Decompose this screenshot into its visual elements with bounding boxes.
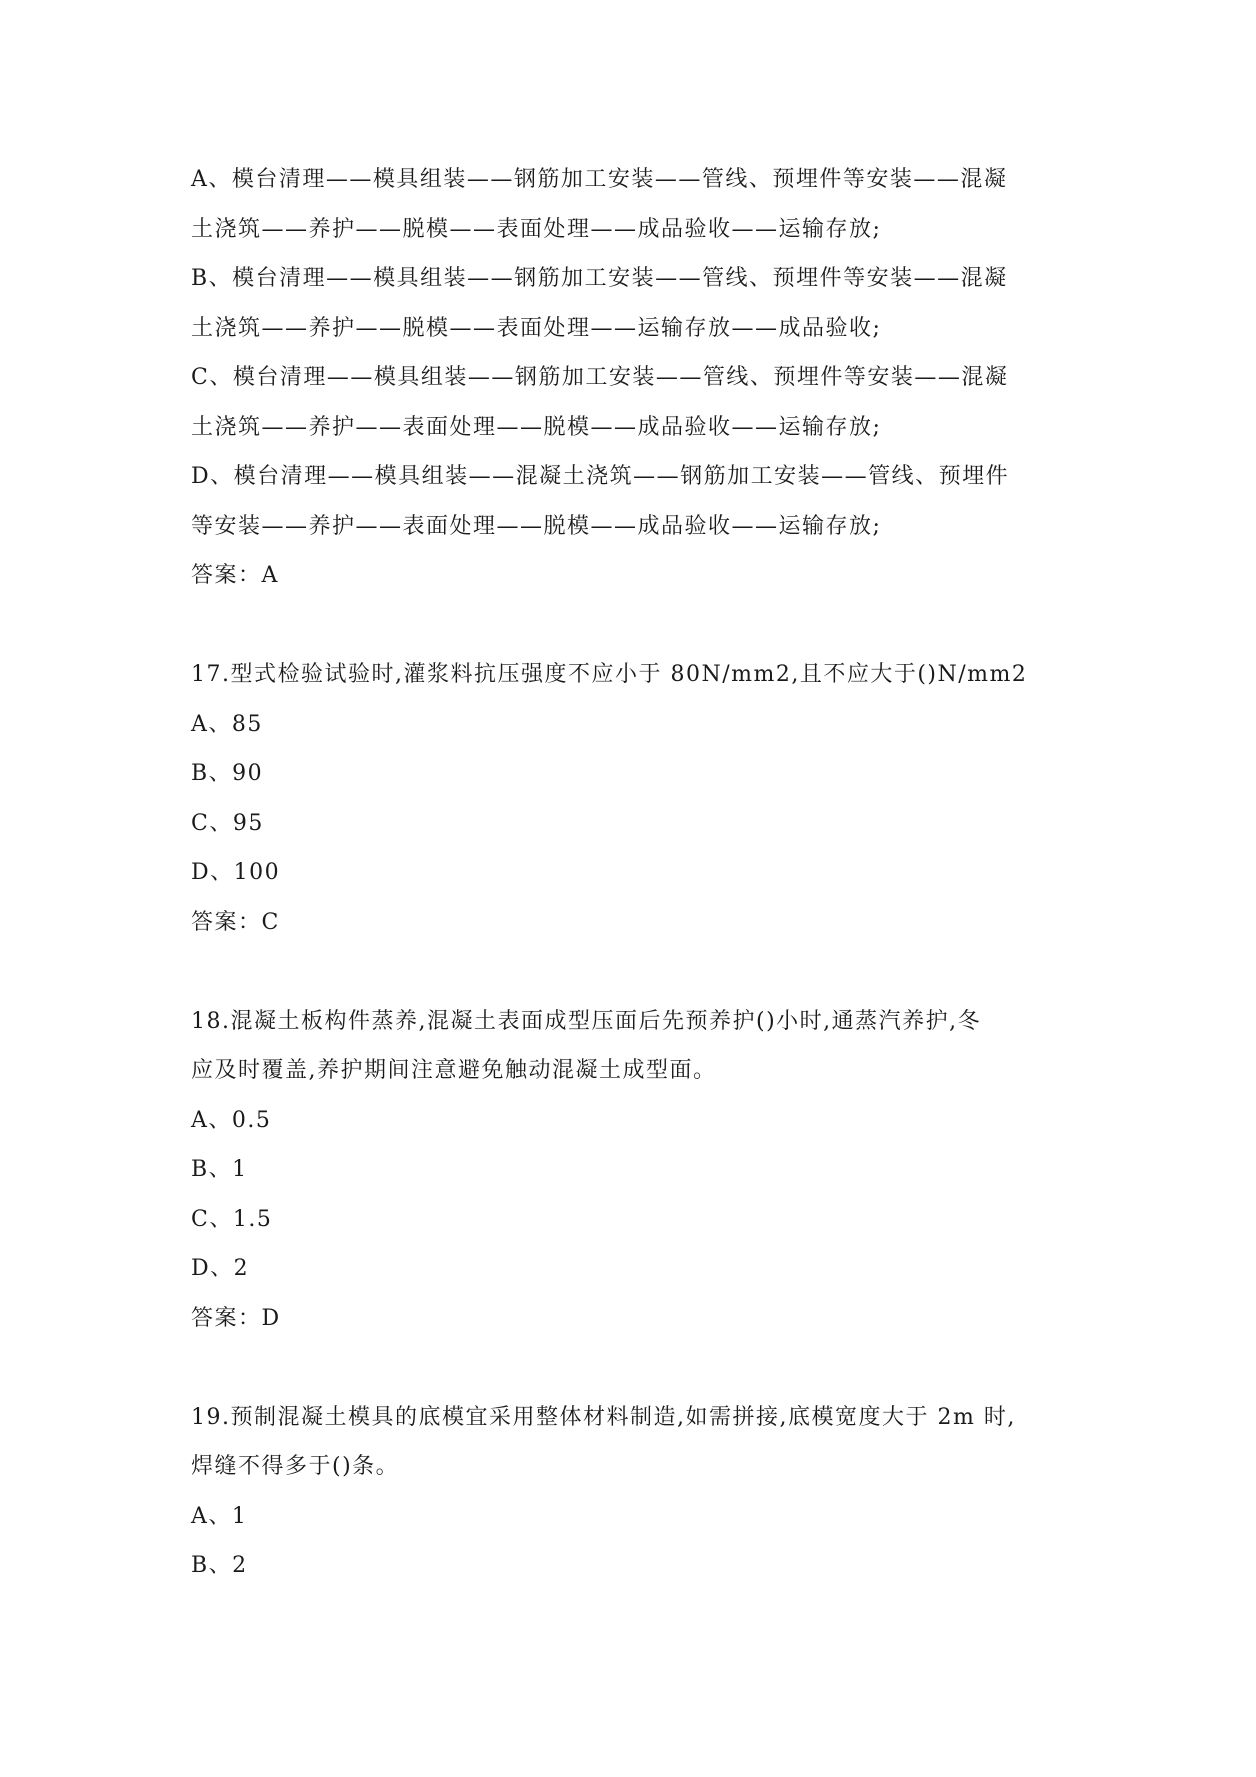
spacer: [191, 601, 1071, 651]
q17-stem: 17.型式检验试验时,灌浆料抗压强度不应小于 80N/mm2,且不应大于()N/mm2: [191, 662, 1028, 687]
spacer: [191, 947, 1071, 997]
q17-option-d: D、100: [191, 860, 281, 885]
question-18: [191, 997, 1071, 1344]
q16-option-d-line-1: D、模台清理——模具组装——混凝土浇筑——钢筋加工安装——管线、预埋件: [191, 464, 1010, 489]
q17-option-c: C、95: [191, 810, 264, 836]
q16-option-d-line-2: 等安装——养护——表面处理——脱模——成品验收——运输存放;: [191, 513, 882, 539]
q19-stem-line-2: 焊缝不得多于()条。: [191, 1454, 400, 1479]
q17-option-b: B、90: [191, 761, 264, 786]
q16-answer: 答案：A: [191, 563, 279, 588]
q19-option-a: A、1: [191, 1503, 248, 1529]
q16-option-b-line-1: B、模台清理——模具组装——钢筋加工安装——管线、预埋件等安装——混凝: [191, 266, 1008, 291]
q16-option-b-line-2: 土浇筑——养护——脱模——表面处理——运输存放——成品验收;: [191, 315, 882, 341]
q16-option-a-line-1: A、模台清理——模具组装——钢筋加工安装——管线、预埋件等安装——混凝: [191, 167, 1008, 192]
question-19: [191, 1393, 1071, 1591]
q16-option-c-line-1: C、模台清理——模具组装——钢筋加工安装——管线、预埋件等安装——混凝: [191, 365, 1009, 390]
q18-option-a: A、0.5: [191, 1107, 272, 1133]
page-content: [191, 155, 1071, 1591]
q18-option-d: D、2: [191, 1256, 250, 1281]
q16-option-c-line-2: 土浇筑——养护——表面处理——脱模——成品验收——运输存放;: [191, 414, 882, 440]
q17-option-a: A、85: [191, 711, 263, 737]
q18-option-b: B、1: [191, 1157, 248, 1182]
q18-stem-line-2: 应及时覆盖,养护期间注意避免触动混凝土成型面。: [191, 1058, 717, 1083]
spacer: [191, 1343, 1071, 1393]
q18-answer: 答案：D: [191, 1305, 281, 1331]
q18-stem-line-1: 18.混凝土板构件蒸养,混凝土表面成型压面后先预养护()小时,通蒸汽养护,冬: [191, 1008, 982, 1034]
q17-answer: 答案：C: [191, 909, 280, 935]
q16-option-a-line-2: 土浇筑——养护——脱模——表面处理——成品验收——运输存放;: [191, 216, 882, 242]
q19-option-b: B、2: [191, 1553, 248, 1578]
question-17: [191, 650, 1071, 947]
q18-option-c: C、1.5: [191, 1206, 273, 1232]
question-16: [191, 155, 1071, 601]
q19-stem-line-1: 19.预制混凝土模具的底模宜采用整体材料制造,如需拼接,底模宽度大于 2m 时,: [191, 1404, 1016, 1430]
